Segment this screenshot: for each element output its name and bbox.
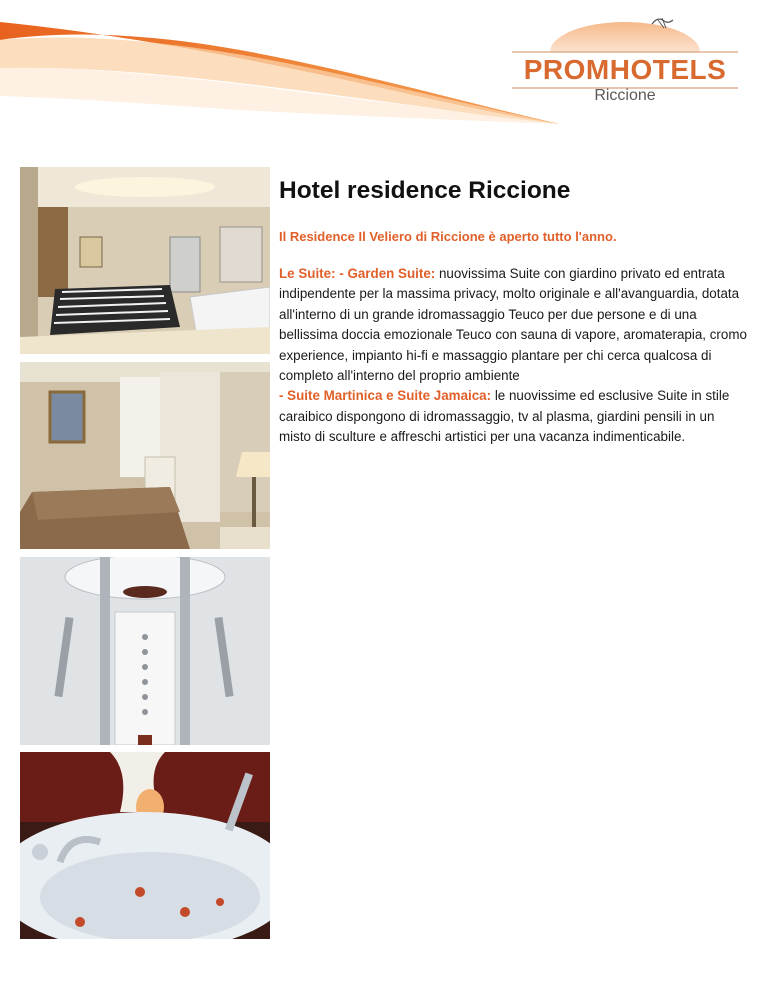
garden-suite-heading: Le Suite: - Garden Suite: [279,266,436,281]
jacuzzi-photo [20,752,270,939]
suite-description [279,264,749,448]
page-title: Hotel residence Riccione [279,177,571,204]
bedroom-lamp-photo [20,362,270,549]
brand-location: Riccione [594,87,656,104]
martinica-suite-text: le nuovissime ed esclusive Suite in stile caraibico dispongono di idromassaggio, tv al plasma, giardini pensili in un misto di sculture e affreschi artistici per una vacanza indimenticabile. [279,388,730,445]
page-content [279,176,749,448]
martinica-suite-heading: - Suite Martinica e Suite Jamaica: [279,388,492,404]
brand-name: PROMHOTELS [523,54,727,85]
intro-text: Il Residence Il Veliero di Riccione è aperto tutto l'anno. [279,229,617,244]
shower-cabin-photo [20,557,270,745]
garden-suite-text: nuovissima Suite con giardino privato ed entrata indipendente per la massima privacy, molto originale e all'avanguardia, dotata all'interno di un grande idromassaggio Teuco per due persone e di una bellissima doccia emozionale Teuco con sauna di vapore, aromaterapia, cromo experience, impianto hi-fi e massaggio plantare per chi cerca qualcosa di completo all'interno del proprio ambiente [279,266,747,384]
bedroom-suite-photo [20,167,270,354]
